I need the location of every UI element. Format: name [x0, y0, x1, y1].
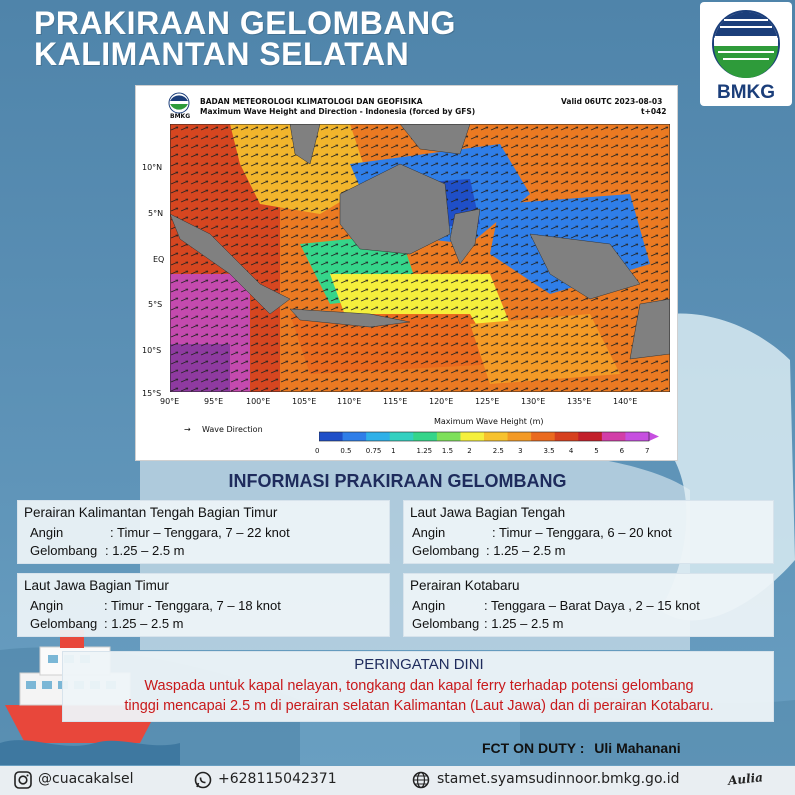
colorbar-segment	[531, 432, 555, 441]
gelombang-value: : 1.25 – 2.5 m	[484, 616, 564, 631]
footer-bar	[0, 766, 795, 795]
globe-icon[interactable]	[412, 771, 430, 789]
gelombang-value: : 1.25 – 2.5 m	[486, 543, 566, 558]
colorbar-segment	[625, 432, 649, 441]
signature: Aulia	[727, 770, 764, 788]
wave-direction-arrow-icon: →	[184, 425, 191, 434]
lon-tick: 90°E	[160, 397, 180, 406]
title-line-2: KALIMANTAN SELATAN	[34, 36, 410, 72]
lat-tick: 15°S	[142, 389, 162, 398]
colorbar-segment	[578, 432, 602, 441]
colorbar-tick: 2.5	[492, 447, 504, 455]
panel-title: Laut Jawa Bagian Timur	[24, 578, 169, 593]
forecast-panel	[17, 573, 390, 637]
fct-on-duty	[482, 740, 681, 756]
website-url[interactable]: stamet.syamsudinnoor.bmkg.go.id	[437, 771, 680, 787]
colorbar-tick: 4	[568, 447, 574, 455]
forecast-panel	[403, 500, 774, 564]
page-title	[34, 5, 456, 72]
warning-text	[69, 676, 769, 716]
gelombang-label: Gelombang	[412, 543, 480, 558]
panel-title: Perairan Kotabaru	[410, 578, 520, 593]
colorbar-tick: 6	[619, 447, 625, 455]
angin-value: : Timur – Tenggara, 6 – 20 knot	[492, 525, 672, 540]
wave-map	[135, 85, 678, 461]
warning-line-2: tinggi mencapai 2.5 m di perairan selatan Kalimantan (Laut Jawa) dan di perairan Kotabaru.	[124, 698, 714, 714]
warning-title: PERINGATAN DINI	[354, 656, 484, 673]
title-line-1: PRAKIRAAN GELOMBANG	[34, 5, 456, 41]
colorbar-tick: 2	[467, 447, 472, 455]
colorbar-segment	[555, 432, 579, 441]
lon-tick: 130°E	[521, 397, 546, 406]
warning-line-1: Waspada untuk kapal nelayan, tongkang dan kapal ferry terhadap potensi gelombang	[144, 678, 694, 694]
colorbar-segment	[484, 432, 508, 441]
lon-tick: 120°E	[429, 397, 454, 406]
angin-value: : Timur – Tenggara, 7 – 22 knot	[110, 525, 290, 540]
forecast-panel	[403, 573, 774, 637]
colorbar-tick: 3	[518, 447, 523, 455]
angin-label: Angin	[30, 525, 64, 540]
lon-tick: 115°E	[383, 397, 408, 406]
panel-title: Perairan Kalimantan Tengah Bagian Timur	[24, 505, 278, 520]
lon-tick: 100°E	[246, 397, 271, 406]
colorbar-segment	[508, 432, 532, 441]
angin-label: Angin	[30, 598, 64, 613]
fct-label: FCT ON DUTY :	[482, 740, 585, 756]
gelombang-label: Gelombang	[30, 616, 98, 631]
colorbar	[319, 430, 661, 444]
angin-value: : Timur - Tenggara, 7 – 18 knot	[104, 598, 281, 613]
colorbar-segment	[319, 432, 343, 441]
whatsapp-icon[interactable]	[194, 771, 212, 789]
gelombang-label: Gelombang	[30, 543, 98, 558]
bmkg-logo-text: BMKG	[716, 82, 776, 103]
gelombang-value: : 1.25 – 2.5 m	[105, 543, 185, 558]
lat-tick: 10°N	[142, 163, 163, 172]
bmkg-logo	[700, 2, 792, 106]
lat-tick: 5°S	[148, 300, 163, 309]
colorbar-tick: 1.25	[416, 447, 433, 455]
colorbar-segment	[413, 432, 437, 441]
gelombang-label: Gelombang	[412, 616, 480, 631]
gelombang-value: : 1.25 – 2.5 m	[104, 616, 184, 631]
colorbar-label: Maximum Wave Height (m)	[434, 417, 544, 426]
colorbar-tick: 7	[645, 447, 650, 455]
colorbar-segment	[390, 432, 414, 441]
lon-tick: 95°E	[204, 397, 224, 406]
colorbar-tick: 1.5	[441, 447, 454, 455]
early-warning-panel	[62, 651, 774, 722]
colorbar-tick: 5	[594, 447, 599, 455]
map-subtitle: Maximum Wave Height and Direction - Indonesia (forced by GFS)	[200, 107, 476, 116]
colorbar-tick: 0	[315, 447, 320, 455]
lon-tick: 125°E	[475, 397, 500, 406]
colorbar-tick: 0.75	[365, 447, 382, 455]
colorbar-tick: 1	[391, 447, 396, 455]
panel-title: Laut Jawa Bagian Tengah	[410, 505, 566, 520]
forecast-panel	[17, 500, 390, 564]
lat-tick: EQ	[153, 255, 165, 264]
colorbar-segment	[460, 432, 484, 441]
lat-tick: 5°N	[148, 209, 164, 218]
info-section-title: INFORMASI PRAKIRAAN GELOMBANG	[228, 471, 567, 491]
fct-name: Uli Mahanani	[594, 740, 681, 756]
lon-tick: 110°E	[337, 397, 362, 406]
colorbar-extend-arrow	[649, 432, 659, 441]
bmkg-emblem-icon	[706, 6, 786, 80]
colorbar-segment	[437, 432, 461, 441]
map-valid-time: Valid 06UTC 2023-08-03	[561, 97, 663, 106]
instagram-handle[interactable]: @cuacakalsel	[38, 771, 134, 787]
angin-label: Angin	[412, 598, 446, 613]
map-agency: BADAN METEOROLOGI KLIMATOLOGI DAN GEOFISIKA	[200, 97, 423, 106]
lon-tick: 135°E	[567, 397, 592, 406]
colorbar-segment	[343, 432, 367, 441]
colorbar-segment	[366, 432, 390, 441]
instagram-icon[interactable]	[14, 771, 32, 789]
colorbar-tick: 3.5	[543, 447, 555, 455]
colorbar-tick: 0.5	[340, 447, 352, 455]
map-lead-time: t+042	[641, 107, 667, 116]
lon-tick: 105°E	[292, 397, 317, 406]
map-small-logo-label: BMKG	[170, 113, 191, 120]
lat-tick: 10°S	[142, 346, 162, 355]
colorbar-segment	[602, 432, 626, 441]
angin-label: Angin	[412, 525, 446, 540]
whatsapp-number[interactable]: +628115042371	[218, 771, 337, 787]
bmkg-small-logo-icon	[168, 92, 190, 114]
wave-height-field	[170, 124, 670, 392]
lon-tick: 140°E	[613, 397, 638, 406]
angin-value: : Tenggara – Barat Daya , 2 – 15 knot	[484, 598, 700, 613]
wave-direction-legend: Wave Direction	[202, 425, 263, 434]
